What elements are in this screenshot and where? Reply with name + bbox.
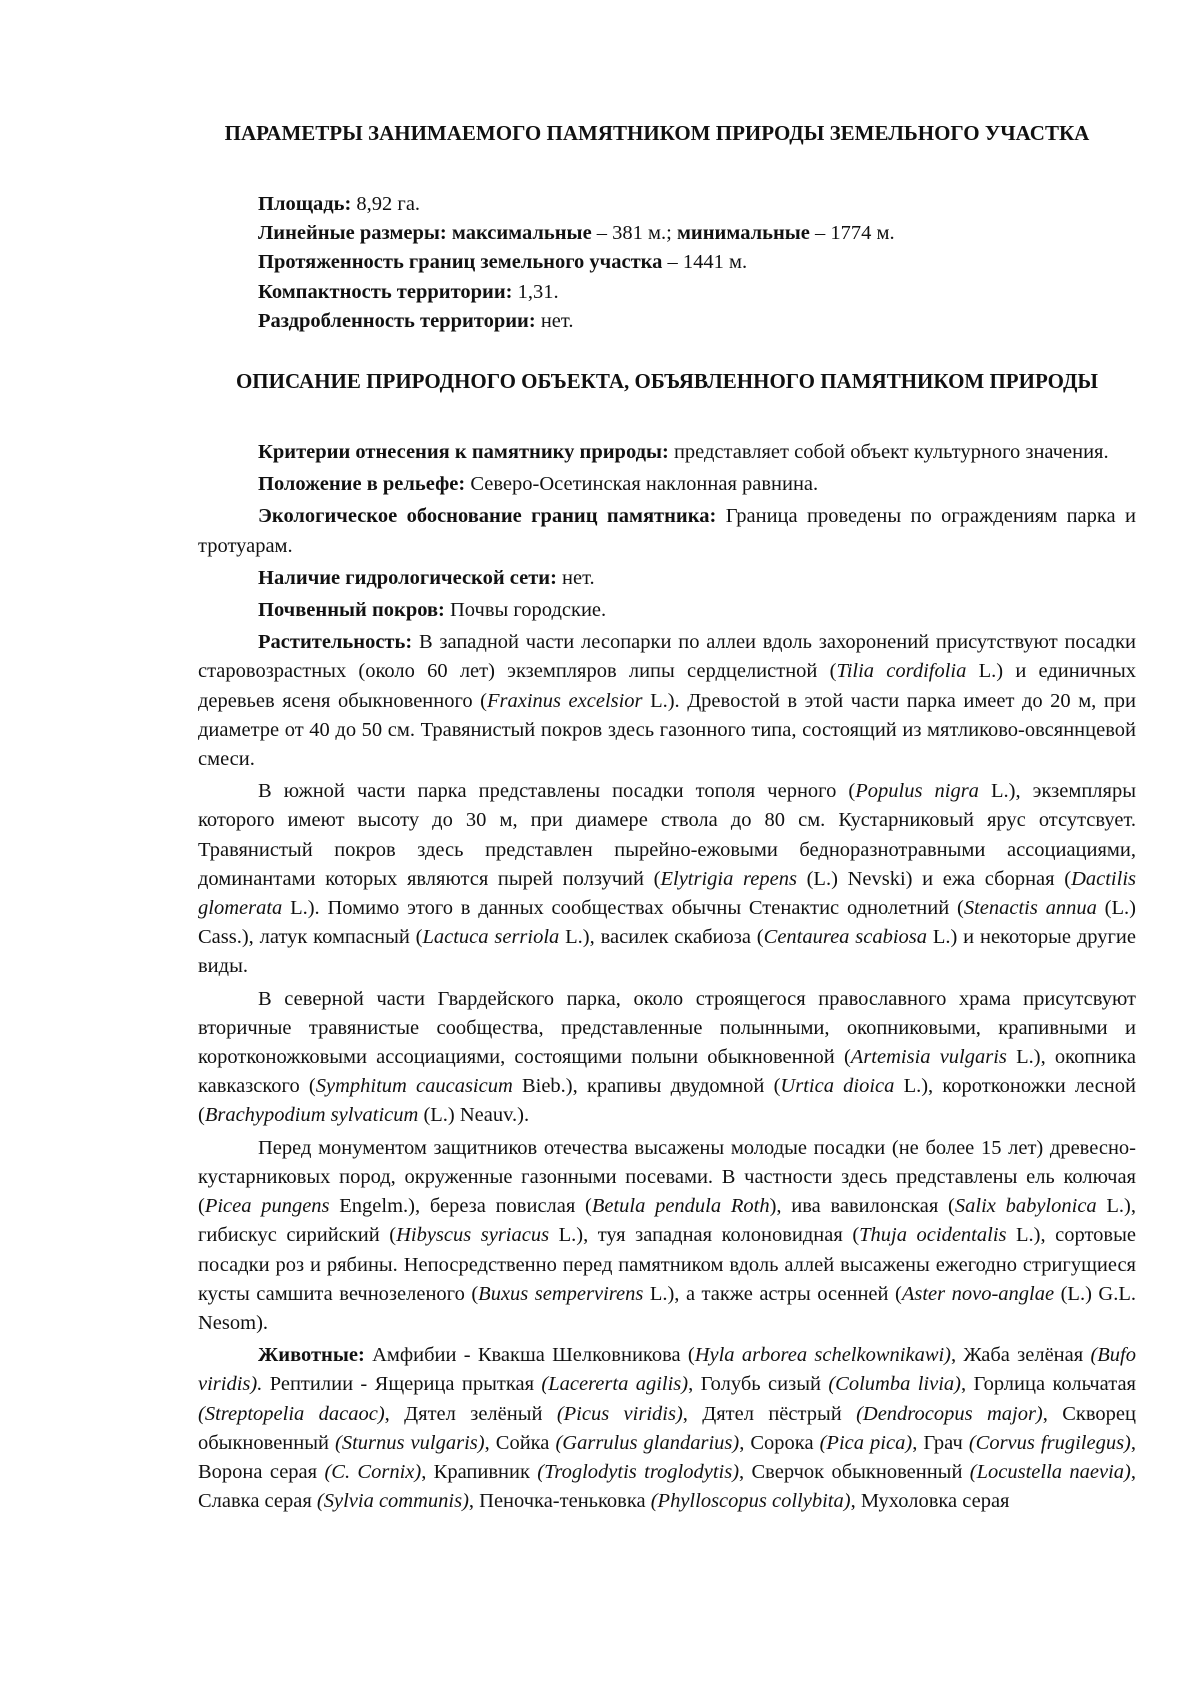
paragraph-hydrology: Наличие гидрологической сети: нет.	[258, 566, 595, 589]
param-boundary-length: Протяженность границ земельного участка – 1441 м.	[258, 251, 748, 274]
paragraph-soil: Почвенный покров: Почвы городские.	[258, 599, 607, 622]
section-heading-description: ОПИСАНИЕ ПРИРОДНОГО ОБЪЕКТА, ОБЪЯВЛЕННОГО ПАМЯТНИКОМ ПРИРОДЫ	[235, 369, 1099, 394]
paragraph-vegetation-west: Растительность: В западной части лесопарки по аллеи вдоль захоронений присутствуют посадки старовозрастных (около 60 лет) экземпляров липы сердцелистной (Tilia cordifolia L.) и единичных деревьев ясеня обыкновенного (Fraxinus excelsior L.). Древостой в этой части парка имеет до 20 м, при диаметре от 40 до 50 см. Травянистый покров здесь газонного типа, состоящий из мятликово-овсяннцевой смеси.	[198, 631, 1137, 771]
param-area: Площадь: 8,92 га.	[258, 193, 421, 215]
param-fragmentation: Раздробленность территории: нет.	[258, 309, 574, 332]
paragraph-vegetation-south: В южной части парка представлены посадки тополя черного (Populus nigra L.), экземпляры которого имеют высоту до 30 м, при диамере ствола до 80 см. Кустарниковый ярус отсутсвует. Травянистый покров здесь представлен пырейно-ежовыми бедноразнотравными ассоциациями, доминантами которых являются пырей ползучий (Elytrigia repens (L.) Nevski) и ежа сборная (Dactilis glomerata L.). Помимо этого в данных сообществах обычны Стенактис однолетний (Stenactis annua (L.) Cass.), латук компасный (Lactuca serriola L.), василек скабиоза (Centaurea scabiosa L.) и некоторые другие виды.	[198, 780, 1136, 978]
paragraph-vegetation-north: В северной части Гвардейского парка, около строящегося православного храма присутсвуют вторичные травянистые сообщества, представленные полынными, окопниковыми, крапивными и коротконожковыми ассоциациями, состоящими полыни обыкновенной (Artemisia vulgaris L.), окопника кавказского (Symphitum caucasicum Bieb.), крапивы двудомной (Urtica dioica L.), коротконожки лесной (Brachypodium sylvaticum (L.) Neauv.).	[198, 987, 1136, 1127]
paragraph-vegetation-monument: Перед монументом защитников отечества высажены молодые посадки (не более 15 лет) древесно-кустарниковых пород, окруженные газонными посевами. В частности здесь представлены ель колючая (Picea pungens Engelm.), береза повислая (Betula pendula Roth), ива вавилонская (Salix babylonica L.), гибискус сирийский (Hibyscus syriacus L.), туя западная колоновидная (Thuja ocidentalis L.), сортовые посадки роз и рябины. Непосредственно перед памятником вдоль аллей высажены ежегодно стригущиеся кусты самшита вечнозеленого (Buxus sempervirens L.), а также астры осенней (Aster novo-anglae (L.) G.L. Nesom).	[198, 1136, 1136, 1334]
section-heading-parameters: ПАРАМЕТРЫ ЗАНИМАЕМОГО ПАМЯТНИКОМ ПРИРОДЫ ЗЕМЕЛЬНОГО УЧАСТКА	[224, 121, 1090, 145]
param-compactness: Компактность территории: 1,31.	[258, 280, 559, 303]
param-linear-sizes: Линейные размеры: максимальные – 381 м.; минимальные – 1774 м.	[258, 222, 895, 245]
parameters-list	[198, 190, 1136, 336]
paragraph-relief: Положение в рельефе: Северо-Осетинская наклонная равнина.	[258, 473, 819, 496]
paragraph-ecology: Экологическое обоснование границ памятника: Граница проведены по ограждениям парка и тротуарам.	[198, 505, 1136, 557]
paragraph-criteria: Критерии отнесения к памятнику природы: представляет собой объект культурного значения.	[258, 441, 1109, 464]
paragraph-animals: Животные: Амфибии - Квакша Шелковникова (Hyla arborea schelkownikawi), Жаба зелёная (Bufo viridis). Рептилии - Ящерица прыткая (Lacererta agilis), Голубь сизый (Columba livia), Горлица кольчатая (Streptopelia dacaoc), Дятел зелёный (Picus viridis), Дятел пёстрый (Dendrocopus major), Скворец обыкновенный (Sturnus vulgaris), Сойка (Garrulus glandarius), Сорока (Pica pica), Грач (Corvus frugilegus), Ворона серая (C. Cornix), Крапивник (Troglodytis troglodytis), Сверчок обыкновенный (Locustella naevia), Славка серая (Sylvia communis), Пеночка-теньковка (Phylloscopus collybita), Мухоловка серая	[198, 1344, 1137, 1513]
